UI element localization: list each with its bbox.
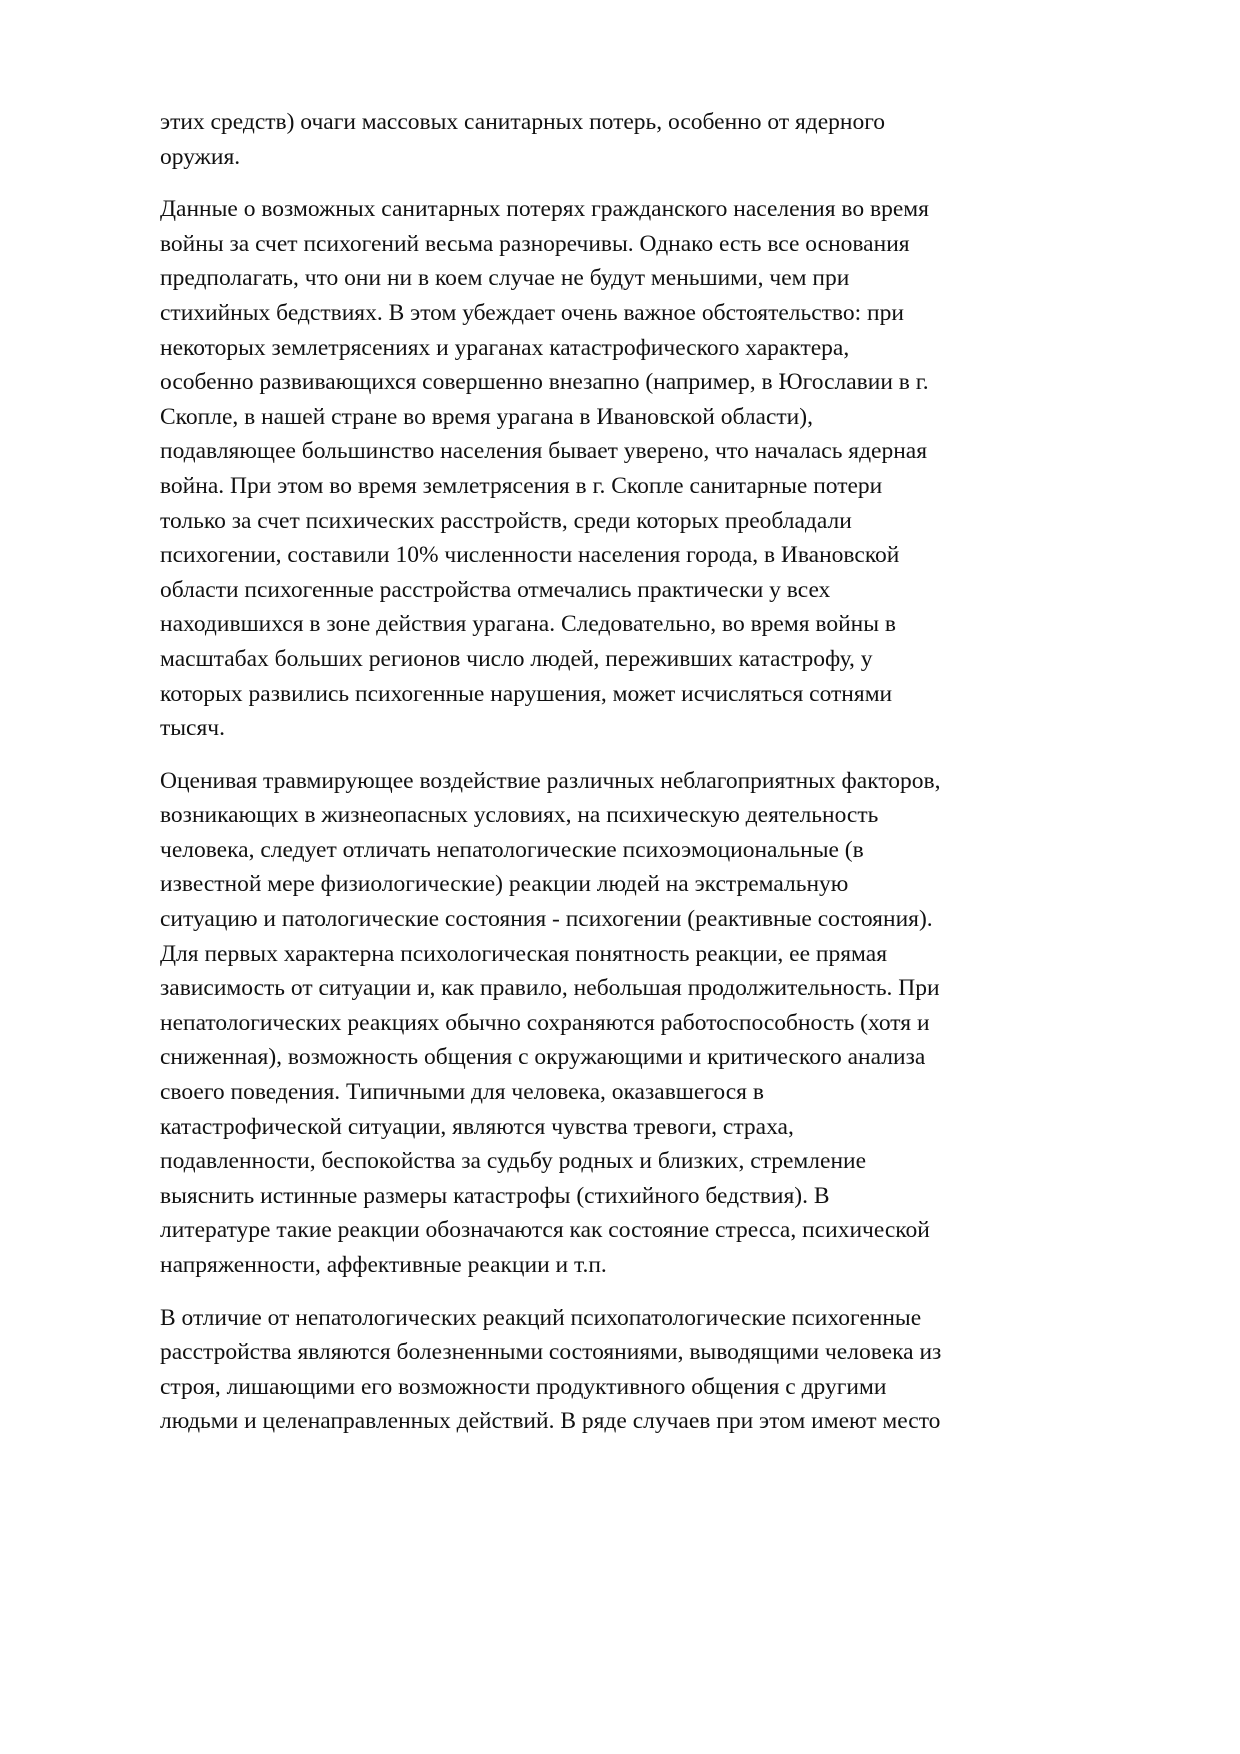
text-line: тысяч. — [160, 715, 225, 742]
paragraph-2 — [160, 192, 1060, 746]
text-line: возникающих в жизнеопасных условиях, на психическую деятельность — [160, 802, 879, 829]
text-line: своего поведения. Типичными для человека, оказавшегося в — [160, 1079, 764, 1106]
text-line: стихийных бедствиях. В этом убеждает очень важное обстоятельство: при — [160, 299, 904, 326]
text-line: напряженности, аффективные реакции и т.п. — [160, 1252, 607, 1278]
text-line: масштабах больших регионов число людей, переживших катастрофу, у — [160, 645, 873, 672]
text-line: расстройства являются болезненными состояниями, выводящими человека из — [160, 1339, 942, 1366]
text-line: некоторых землетрясениях и ураганах катастрофического характера, — [160, 334, 850, 361]
text-line: Данные о возможных санитарных потерях гражданского населения во время — [160, 196, 929, 223]
text-line: литературе такие реакции обозначаются как состояние стресса, психической — [160, 1217, 930, 1244]
text-line: психогении, составили 10% численности населения города, в Ивановской — [160, 542, 900, 569]
text-line: В отличие от непатологических реакций психопатологические психогенные — [160, 1304, 922, 1331]
text-line: которых развились психогенные нарушения, может исчисляться сотнями — [160, 680, 893, 707]
text-line: особенно развивающихся совершенно внезапно (например, в Югославии в г. — [160, 369, 929, 396]
text-line: подавленности, беспокойства за судьбу родных и близких, стремление — [160, 1148, 867, 1175]
text-line: войны за счет психогений весьма разноречивы. Однако есть все основания — [160, 230, 910, 257]
text-line: только за счет психических расстройств, среди которых преобладали — [160, 507, 852, 534]
text-line: Для первых характерна психологическая понятность реакции, ее прямая — [160, 940, 888, 967]
text-line: выяснить истинные размеры катастрофы (стихийного бедствия). В — [160, 1182, 830, 1209]
paragraph-3 — [160, 764, 1060, 1283]
text-line: катастрофической ситуации, являются чувства тревоги, страха, — [160, 1113, 794, 1140]
text-line: людьми и целенаправленных действий. В ряде случаев при этом имеют место — [160, 1408, 941, 1435]
document-body — [160, 105, 1060, 1457]
text-line: Скопле, в нашей стране во время урагана в Ивановской области), — [160, 403, 813, 430]
text-line: области психогенные расстройства отмечались практически у всех — [160, 576, 831, 603]
paragraph-4 — [160, 1301, 1060, 1439]
text-line: человека, следует отличать непатологические психоэмоциональные (в — [160, 836, 864, 863]
text-line: оружия. — [160, 143, 241, 170]
text-line: этих средств) очаги массовых санитарных потерь, особенно от ядерного — [160, 109, 886, 135]
text-line: находившихся в зоне действия урагана. Следовательно, во время войны в — [160, 611, 896, 638]
text-line: непатологических реакциях обычно сохраняются работоспособность (хотя и — [160, 1009, 930, 1036]
text-line: Оценивая травмирующее воздействие различных неблагоприятных факторов, — [160, 767, 941, 794]
text-line: подавляющее большинство населения бывает уверено, что началась ядерная — [160, 438, 928, 465]
text-line: зависимость от ситуации и, как правило, небольшая продолжительность. При — [160, 975, 940, 1002]
text-line: сниженная), возможность общения с окружающими и критического анализа — [160, 1044, 926, 1071]
text-line: строя, лишающими его возможности продуктивного общения с другими — [160, 1373, 887, 1400]
text-line: известной мере физиологические) реакции людей на экстремальную — [160, 871, 849, 898]
text-line: предполагать, что они ни в коем случае не будут меньшими, чем при — [160, 265, 850, 292]
text-line: война. При этом во время землетрясения в г. Скопле санитарные потери — [160, 472, 883, 499]
paragraph-1 — [160, 105, 1060, 174]
text-line: ситуацию и патологические состояния - психогении (реактивные состояния). — [160, 906, 933, 933]
